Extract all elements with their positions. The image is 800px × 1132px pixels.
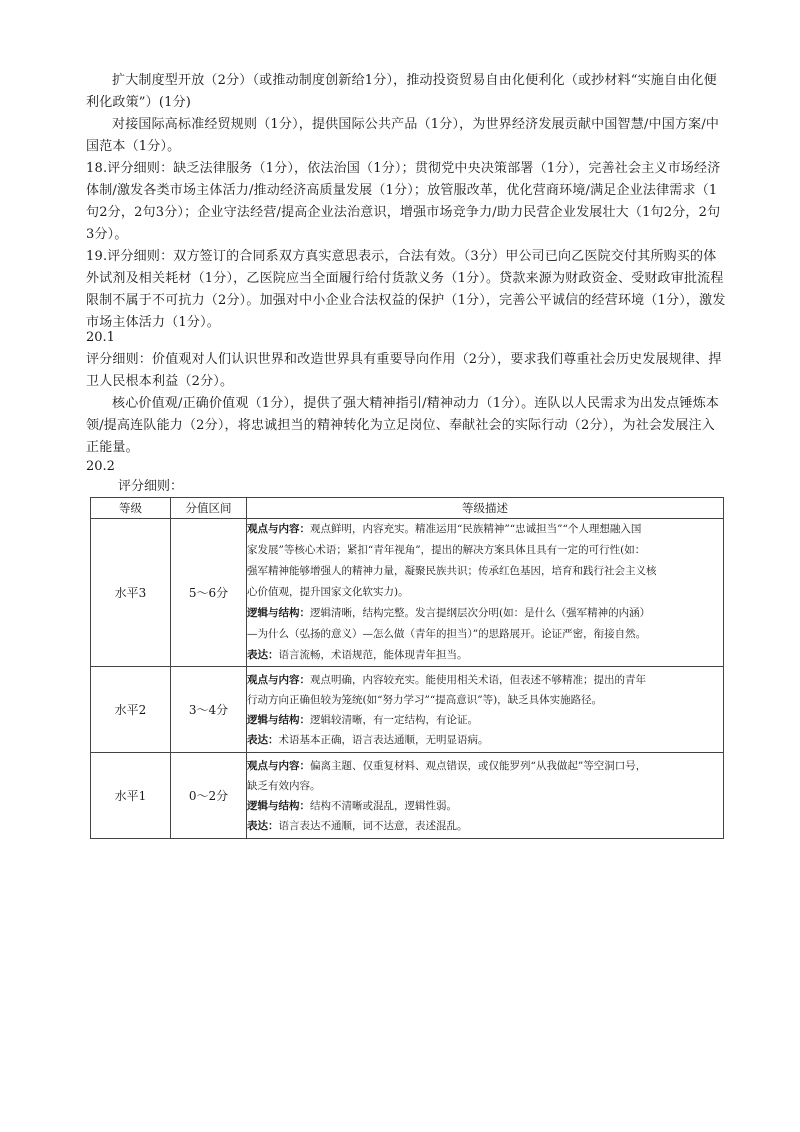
- q20-1-core-values: 核心价值观/正确价值观（1分），提供了强大精神指引/精神动力（1分）。连队以人民需求为出发点锤炼本领/提高连队能力（2分），将忠诚担当的精神转化为立足岗位、奉献社会的实际行动（2分），为社会发展注入正能量。: [86, 396, 720, 455]
- description-line: 逻辑与结构：逻辑较清晰，有一定结构，有论证。: [247, 713, 478, 726]
- range-cell: 0～2分: [171, 753, 247, 839]
- description-cell: [247, 667, 724, 753]
- answer-line-international-rules: 对接国际高标准经贸规则（1分），提供国际公共产品（1分），为世界经济发展贡献中国智慧/中国方案/中国范本（1分）。: [86, 117, 720, 154]
- description-line: 观点与内容：观点鲜明，内容充实。精准运用“民族精神”“忠诚担当”“个人理想融入国: [247, 523, 642, 535]
- q20-1-label: 20.1: [86, 330, 115, 345]
- description-cell: [247, 753, 724, 839]
- rubric-table: [90, 497, 724, 839]
- answer-line-expand-opening: 扩大制度型开放（2分）（或推动制度创新给1分），推动投资贸易自由化便利化（或抄材料“实施自由化便利化政策”）(1分): [86, 73, 717, 110]
- description-line: 家发展”等核心术语；紧扣“青年视角”，提出的解决方案具体且具有一定的可行性(如：: [247, 544, 646, 556]
- description-line: 表达：语言表达不通顺，词不达意，表述混乱。: [247, 819, 468, 832]
- header-range: 分值区间: [171, 498, 247, 519]
- level-cell: 水平3: [91, 519, 171, 667]
- description-line: 表达：语言流畅，术语规范，能体现青年担当。: [247, 649, 468, 661]
- header-description: 等级描述: [247, 498, 724, 519]
- table-row: [91, 667, 724, 753]
- description-cell: [247, 519, 724, 667]
- level-cell: 水平2: [91, 667, 171, 753]
- description-line: 表达：术语基本正确，语言表达通顺，无明显语病。: [247, 733, 489, 746]
- description-line: 观点与内容：观点明确，内容较充实。能使用相关术语，但表述不够精准；提出的青年: [247, 673, 646, 686]
- q20-1-scoring: 评分细则：价值观对人们认识世界和改造世界具有重要导向作用（2分），要求我们尊重社会历史发展规律、捍卫人民根本利益（2分）。: [86, 352, 722, 389]
- description-line: 观点与内容：偏离主题、仅重复材料、观点错误，或仅能罗列“从我做起”等空洞口号，: [247, 759, 647, 772]
- q19-scoring: 19.评分细则：双方签订的合同系双方真实意思表示，合法有效。（3分）甲公司已向乙医院交付其所购买的体外试剂及相关耗材（1分），乙医院应当全面履行给付货款义务（1分）。贷款来源为财政资金、受财政审批流程限制不属于不可抗力（2分）。加强对中小企业合法权益的保护（1分），完善公平诚信的经营环境（1分），激发市场主体活力（1分）。: [86, 249, 726, 330]
- q18-scoring: 18.评分细则：缺乏法律服务（1分），依法治国（1分）；贯彻党中央决策部署（1分），完善社会主义市场经济体制/激发各类市场主体活力/推动经济高质量发展（1分）；放管服改革，优化营商环境/满足企业法律需求（1句2分，2句3分）；企业守法经营/提高企业法治意识，增强市场竞争力/助力民营企业发展壮大（1句2分，2句3分）。: [86, 161, 721, 242]
- description-line: 缺乏有效内容。: [247, 779, 321, 792]
- table-row: [91, 519, 724, 667]
- rubric-label: 评分细则：: [118, 479, 184, 494]
- level-cell: 水平1: [91, 753, 171, 839]
- description-line: —为什么（弘扬的意义）—怎么做（青年的担当）”的思路展开。论证严密，衔接自然。: [247, 628, 647, 640]
- q20-2-label: 20.2: [86, 459, 115, 474]
- table-row: [91, 753, 724, 839]
- description-line: 行动方向正确但较为笼统(如“努力学习”“提高意识”等)，缺乏具体实施路径。: [247, 693, 603, 706]
- rubric-header-row: [91, 498, 724, 519]
- description-line: 逻辑与结构：结构不清晰或混乱，逻辑性弱。: [247, 799, 457, 812]
- range-cell: 3～4分: [171, 667, 247, 753]
- description-line: 逻辑与结构：逻辑清晰，结构完整。发言提纲层次分明(如：是什么（强军精神的内涵）: [247, 607, 651, 619]
- header-level: 等级: [91, 498, 171, 519]
- range-cell: 5～6分: [171, 519, 247, 667]
- description-line: 心价值观，提升国家文化软实力)。: [247, 586, 409, 598]
- description-line: 强军精神能够增强人的精神力量，凝聚民族共识；传承红色基因，培育和践行社会主义核: [247, 565, 657, 577]
